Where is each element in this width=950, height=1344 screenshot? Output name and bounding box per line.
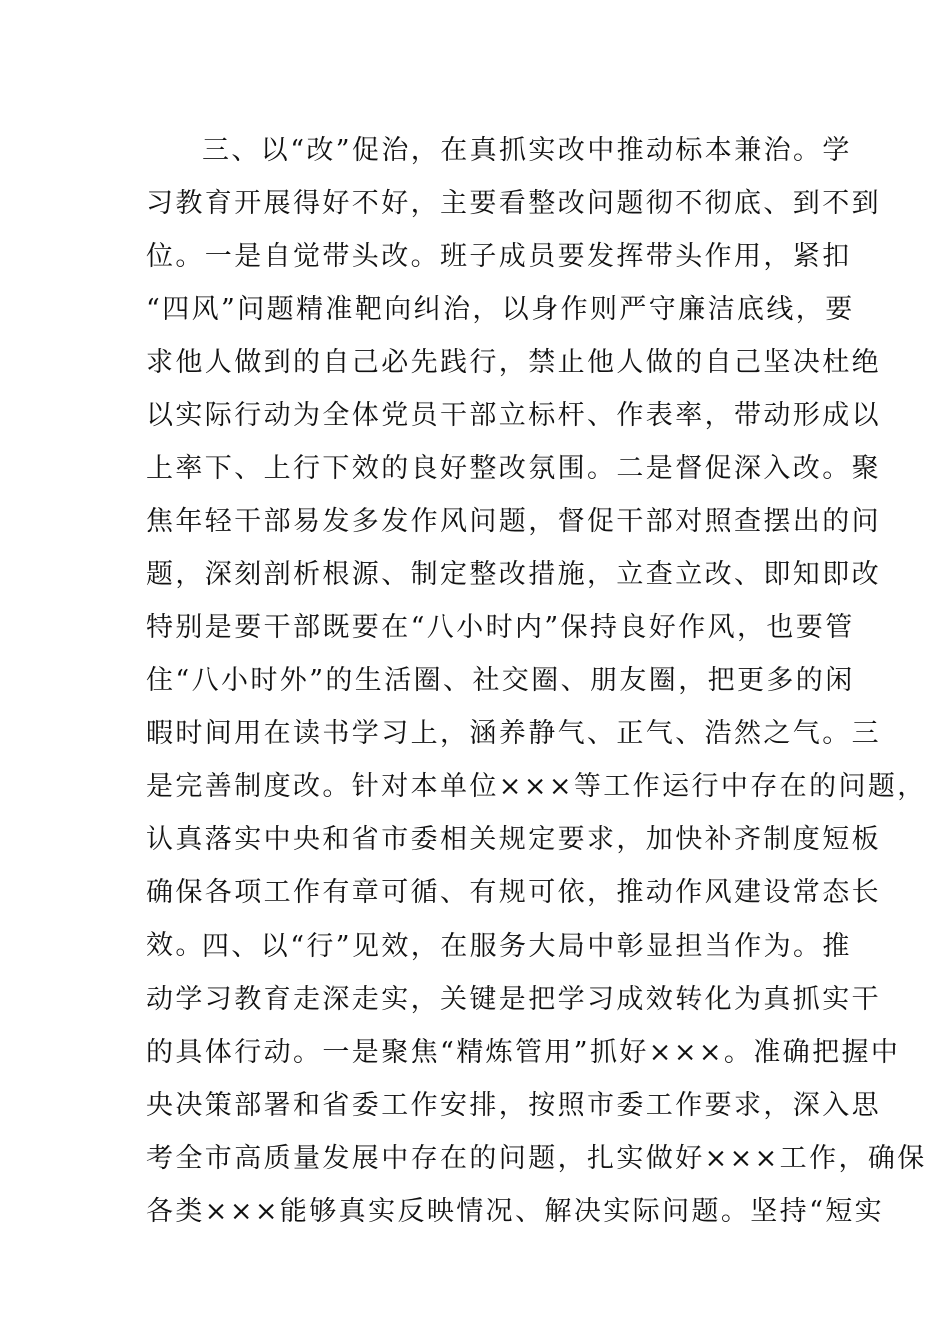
paragraph-line: 央决策部署和省委工作安排，按照市委工作要求，深入思 — [146, 1090, 881, 1121]
paragraph-line: 以实际行动为全体党员干部立标杆、作表率，带动形成以 — [146, 400, 881, 431]
paragraph-line: 题，深刻剖析根源、制定整改措施，立查立改、即知即改 — [146, 559, 881, 590]
paragraph-line: “四风”问题精准靶向纠治，以身作则严守廉洁底线，要 — [146, 294, 855, 325]
paragraph-line: 位。一是自觉带头改。班子成员要发挥带头作用，紧扣 — [146, 241, 852, 272]
paragraph-line: 动学习教育走深走实，关键是把学习成效转化为真抓实干 — [146, 984, 881, 1015]
paragraph-three — [146, 124, 927, 972]
paragraph-line: 各类×××能够真实反映情况、解决实际问题。坚持“短实 — [146, 1196, 885, 1227]
paragraph-four — [146, 920, 927, 1238]
paragraph-line: 的具体行动。一是聚焦“精炼管用”抓好×××。准确把握中 — [146, 1037, 901, 1068]
paragraph-line: 习教育开展得好不好，主要看整改问题彻不彻底、到不到 — [146, 188, 881, 219]
paragraph-line: 是完善制度改。针对本单位×××等工作运行中存在的问题， — [146, 771, 927, 802]
paragraph-line: 暇时间用在读书学习上，涵养静气、正气、浩然之气。三 — [146, 718, 881, 749]
paragraph-line: 认真落实中央和省市委相关规定要求，加快补齐制度短板 — [146, 824, 881, 855]
paragraph-line: 求他人做到的自己必先践行，禁止他人做的自己坚决杜绝 — [146, 347, 881, 378]
paragraph-line: 四、以“行”见效，在服务大局中彰显担当作为。推 — [202, 931, 852, 962]
paragraph-line: 效。 — [146, 930, 205, 961]
paragraph-line: 住“八小时外”的生活圈、社交圈、朋友圈，把更多的闲 — [146, 665, 855, 696]
paragraph-line: 考全市高质量发展中存在的问题，扎实做好×××工作，确保 — [146, 1143, 927, 1174]
paragraph-line: 特别是要干部既要在“八小时内”保持良好作风，也要管 — [146, 612, 855, 643]
paragraph-line: 确保各项工作有章可循、有规可依，推动作风建设常态长 — [146, 877, 881, 908]
paragraph-line: 上率下、上行下效的良好整改氛围。二是督促深入改。聚 — [146, 453, 881, 484]
paragraph-line: 三、以“改”促治，在真抓实改中推动标本兼治。学 — [202, 135, 852, 166]
paragraph-line: 焦年轻干部易发多发作风问题，督促干部对照查摆出的问 — [146, 506, 881, 537]
